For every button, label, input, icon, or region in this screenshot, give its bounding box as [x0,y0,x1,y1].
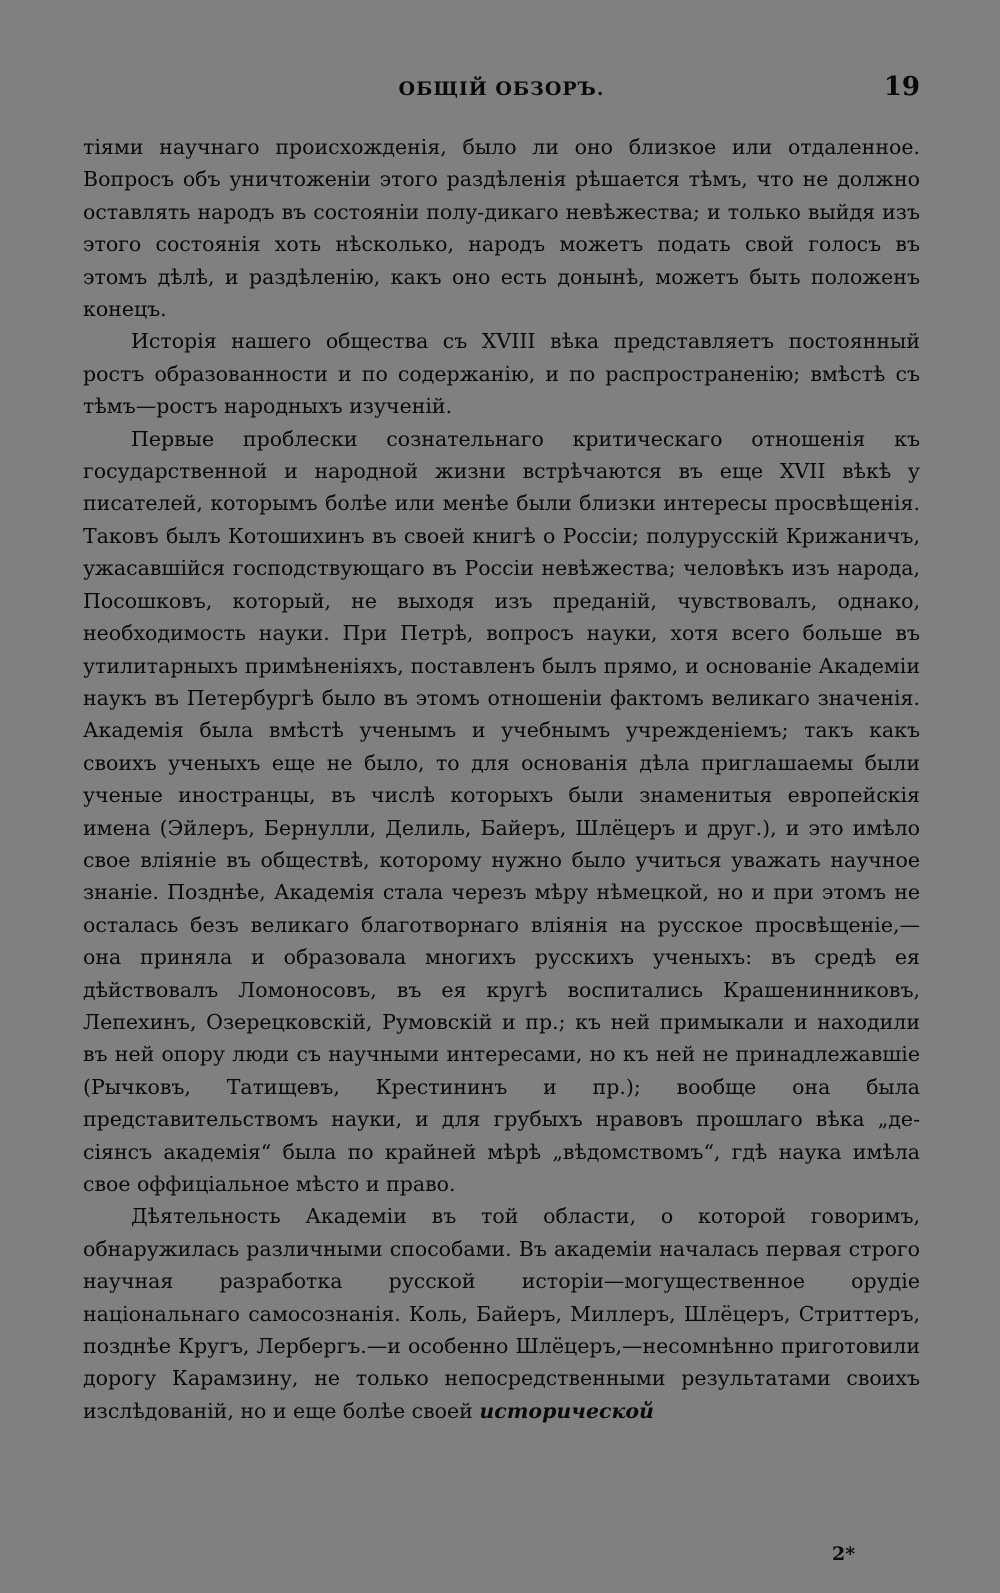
paragraph-text: Первые проблески сознательнаго критическаго отношенія къ государственной и народной жизни встрѣчаются въ еще XVII вѣкѣ у писателей, которымъ болѣе или менѣе были близки интересы просвѣщенія. Таковъ былъ Котошихинъ въ своей книгѣ о Россіи; полурусскій Крижаничъ, ужасавшійся господствующаго въ Россіи невѣжества; человѣкъ изъ народа, Посошковъ, который, не выходя изъ преданій, чувствовалъ, однако, необходимость науки. При Петрѣ, вопросъ науки, хотя всего больше въ утилитарныхъ примѣненіяхъ, поставленъ былъ прямо, и основаніе Академіи наукъ въ Петербургѣ было въ этомъ отношеніи фактомъ великаго значенія. Академія была вмѣстѣ ученымъ и учебнымъ учрежденіемъ; такъ какъ своихъ ученыхъ еще не было, то для основанія дѣла приглашаемы были ученые иностранцы, въ числѣ которыхъ были знаменитыя европейскія имена (Эйлеръ, Бернулли, Делиль, Байеръ, Шлёцеръ и друг.), и это имѣло свое вліяніе въ обществѣ, которому нужно было учиться уважать научное знаніе. Позднѣе, Академія стала черезъ мѣру нѣмецкой, но и при этомъ не осталась безъ великаго благотворнаго вліянія на русское просвѣщеніе,—она приняла и образовала многихъ русскихъ ученыхъ: въ средѣ ея дѣйствовалъ Ломоносовъ, въ ея кругѣ воспитались Крашенинниковъ, Лепехинъ, Озерецковскій, Румовскій и пр.; къ ней примыкали и находили въ ней опору люди съ научными интересами, но къ ней не принадлежавшіе (Рычковъ, Татищевъ, Крестининъ и пр.); вообще она была представительствомъ науки, и для грубыхъ нравовъ прошлаго вѣка „де-сіянсъ академія“ была по крайней мѣрѣ „вѣдомствомъ“, гдѣ наука имѣла свое оффиціальное мѣсто и право. [83,426,920,1196]
page-header [83,72,920,112]
body-text [83,131,920,1427]
paragraph-continuation [83,131,920,325]
signature-mark: 2* [832,1543,856,1565]
paragraph-text: тіями научнаго происхожденія, было ли оно близкое или отдаленное. Вопросъ объ уничтоженіи этого раздѣленія рѣшается тѣмъ, что не должно оставлять народъ въ состояніи полу-дикаго невѣжества; и только выйдя изъ этого состоянія хоть нѣсколько, народъ можетъ подать свой голосъ въ этомъ дѣлѣ, и раздѣленію, какъ оно есть донынѣ, можетъ быть положенъ конецъ. [83,135,920,322]
running-title: ОБЩІЙ ОБЗОРЪ. [398,78,605,100]
paragraph-activity [83,1200,920,1427]
paragraph-academy [83,423,920,1201]
paragraph-text: Исторія нашего общества съ XVIII вѣка представляетъ постоянный ростъ образованности и по содержанію, и по распространенію; вмѣстѣ съ тѣмъ—ростъ народныхъ изученій. [83,329,920,419]
paragraph-text: Дѣятельность Академіи въ той области, о которой говоримъ, обнаружилась различными способами. Въ академіи началась первая строго научная разработка русской исторіи—могущественное орудіе національнаго самосознанія. Коль, Байеръ, Миллеръ, Шлёцеръ, Стриттеръ, позднѣе Кругъ, Лербергъ.—и особенно Шлёцеръ,—несомнѣнно приготовили дорогу Карамзину, не только непосредственными результатами своихъ изслѣдованій, но и еще болѣе своей [83,1204,920,1423]
page-number: 19 [883,72,920,102]
italic-word: исторической [479,1398,654,1423]
paragraph-history [83,325,920,422]
